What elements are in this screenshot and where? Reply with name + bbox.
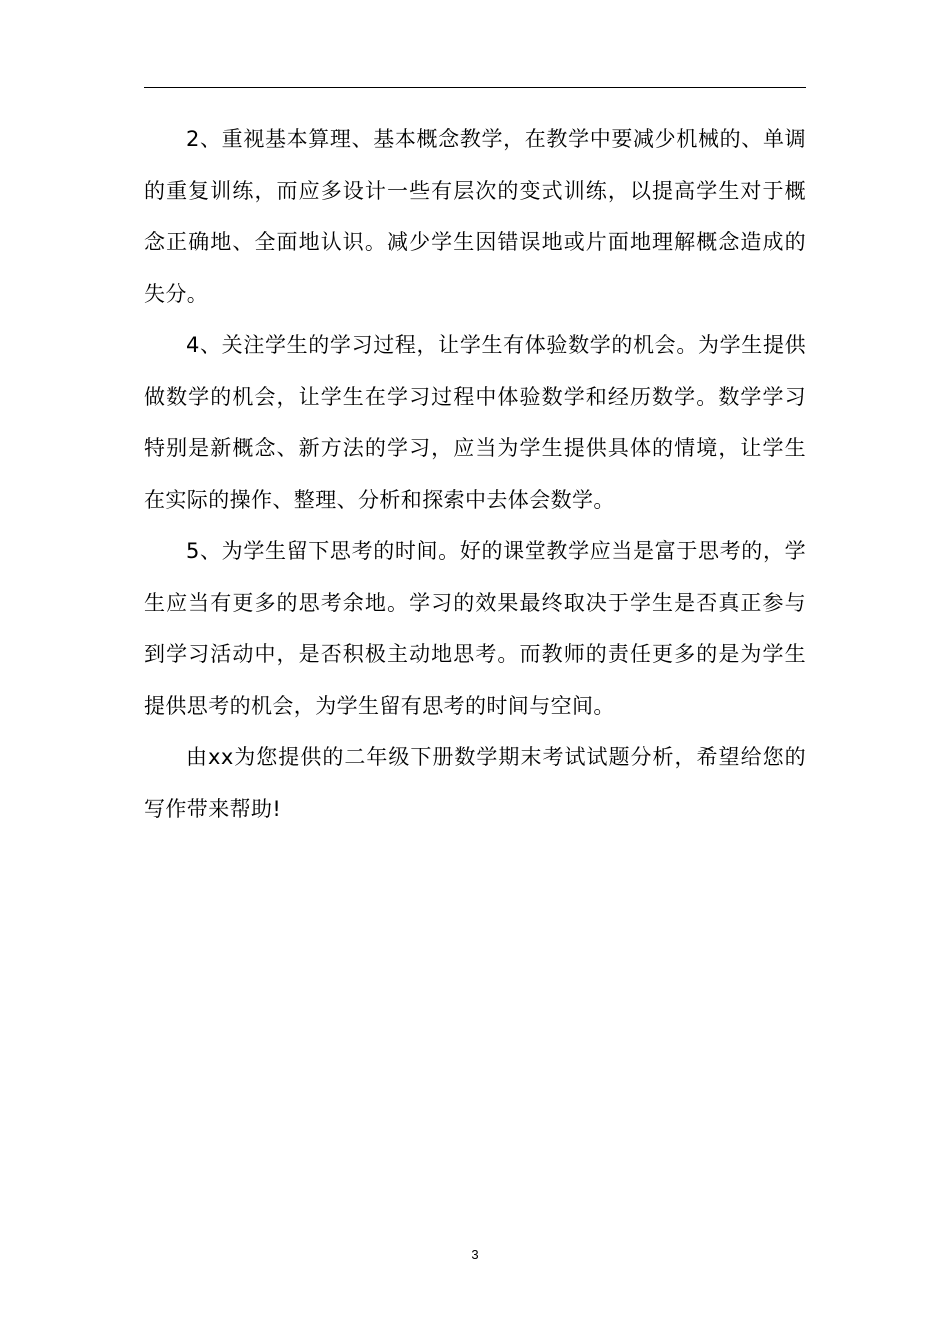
paragraph-closing: 由xx为您提供的二年级下册数学期末考试试题分析，希望给您的写作带来帮助! — [144, 745, 806, 821]
paragraph-4-learning-process: 4、关注学生的学习过程，让学生有体验数学的机会。为学生提供做数学的机会，让学生在学习过程中体验数学和经历数学。数学学习特别是新概念、新方法的学习，应当为学生提供具体的情境，让学生在实际的操作、整理、分析和探索中去体会数学。 — [144, 333, 806, 512]
header-rule — [144, 87, 806, 88]
paragraph-2-basic-concepts: 2、重视基本算理、基本概念教学，在教学中要减少机械的、单调的重复训练，而应多设计一些有层次的变式训练，以提高学生对于概念正确地、全面地认识。减少学生因错误地或片面地理解概念造成的失分。 — [144, 127, 806, 306]
document-body — [144, 114, 806, 835]
page-number: 3 — [471, 1247, 479, 1262]
paragraph-5-thinking-time: 5、为学生留下思考的时间。好的课堂教学应当是富于思考的，学生应当有更多的思考余地。学习的效果最终取决于学生是否真正参与到学习活动中，是否积极主动地思考。而教师的责任更多的是为学生提供思考的机会，为学生留有思考的时间与空间。 — [144, 539, 806, 718]
